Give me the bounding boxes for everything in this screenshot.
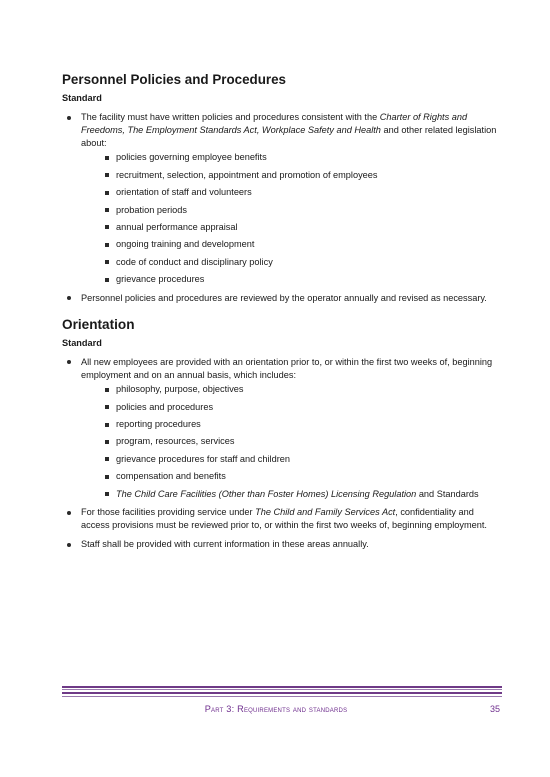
personnel-sub-list [81, 151, 502, 286]
orientation-sub-list [81, 383, 502, 500]
section-heading-orientation: Orientation [62, 316, 135, 332]
list-item: grievance procedures for staff and children [81, 453, 502, 466]
list-item: policies and procedures [81, 401, 502, 414]
personnel-bullet-list [62, 111, 502, 305]
list-item: All new employees are provided with an orientation prior to, or within the first two weeks of, beginning employment and on an annual basis, which includes: philosophy, purpose, objectives policies and procedures reporting procedures program, resources, services grievance procedures for staff and children compensation and benefits The Child Care Facilities (Other than Foster Homes) Licensing Regulation and Standards [62, 356, 502, 501]
list-item: orientation of staff and volunteers [81, 186, 502, 199]
footer-rule [62, 686, 502, 688]
standard-label: Standard [62, 93, 102, 103]
list-item: code of conduct and disciplinary policy [81, 256, 502, 269]
footer-rule [62, 692, 502, 695]
list-item: probation periods [81, 204, 502, 217]
footer-section-title: Part 3: Requirements and standards [204, 704, 348, 714]
list-item: The Child Care Facilities (Other than Foster Homes) Licensing Regulation and Standards [81, 488, 502, 501]
list-item: ongoing training and development [81, 238, 502, 251]
list-item: Staff shall be provided with current information in these areas annually. [62, 538, 502, 551]
list-item: The facility must have written policies and procedures consistent with the Charter of Rights and Freedoms, The Employment Standards Act, Workplace Safety and Health and other related legislation about: policies governing employee benefits recruitment, selection, appointment and promotion of employees orientation of staff and volunteers probation periods annual performance appraisal ongoing training and development code of conduct and disciplinary policy grievance procedures [62, 111, 502, 286]
footer-rule [62, 696, 502, 697]
section-heading-personnel: Personnel Policies and Procedures [62, 72, 287, 87]
list-item: reporting procedures [81, 418, 502, 431]
list-item: policies governing employee benefits [81, 151, 502, 164]
list-item: program, resources, services [81, 435, 502, 448]
footer-rule [62, 689, 502, 690]
list-item: grievance procedures [81, 273, 502, 286]
list-item: compensation and benefits [81, 470, 502, 483]
orientation-bullet-list [62, 356, 502, 551]
page-number: 35 [489, 704, 500, 714]
list-item: recruitment, selection, appointment and promotion of employees [81, 169, 502, 182]
standard-label: Standard [62, 337, 102, 348]
list-item: For those facilities providing service under The Child and Family Services Act, confidentiality and access provisions must be reviewed prior to, or within the first two weeks of, beginning employment. [62, 506, 502, 532]
list-item: philosophy, purpose, objectives [81, 383, 502, 396]
list-item: annual performance appraisal [81, 221, 502, 234]
page-content [62, 72, 502, 557]
list-item: Personnel policies and procedures are reviewed by the operator annually and revised as necessary. [62, 292, 502, 305]
